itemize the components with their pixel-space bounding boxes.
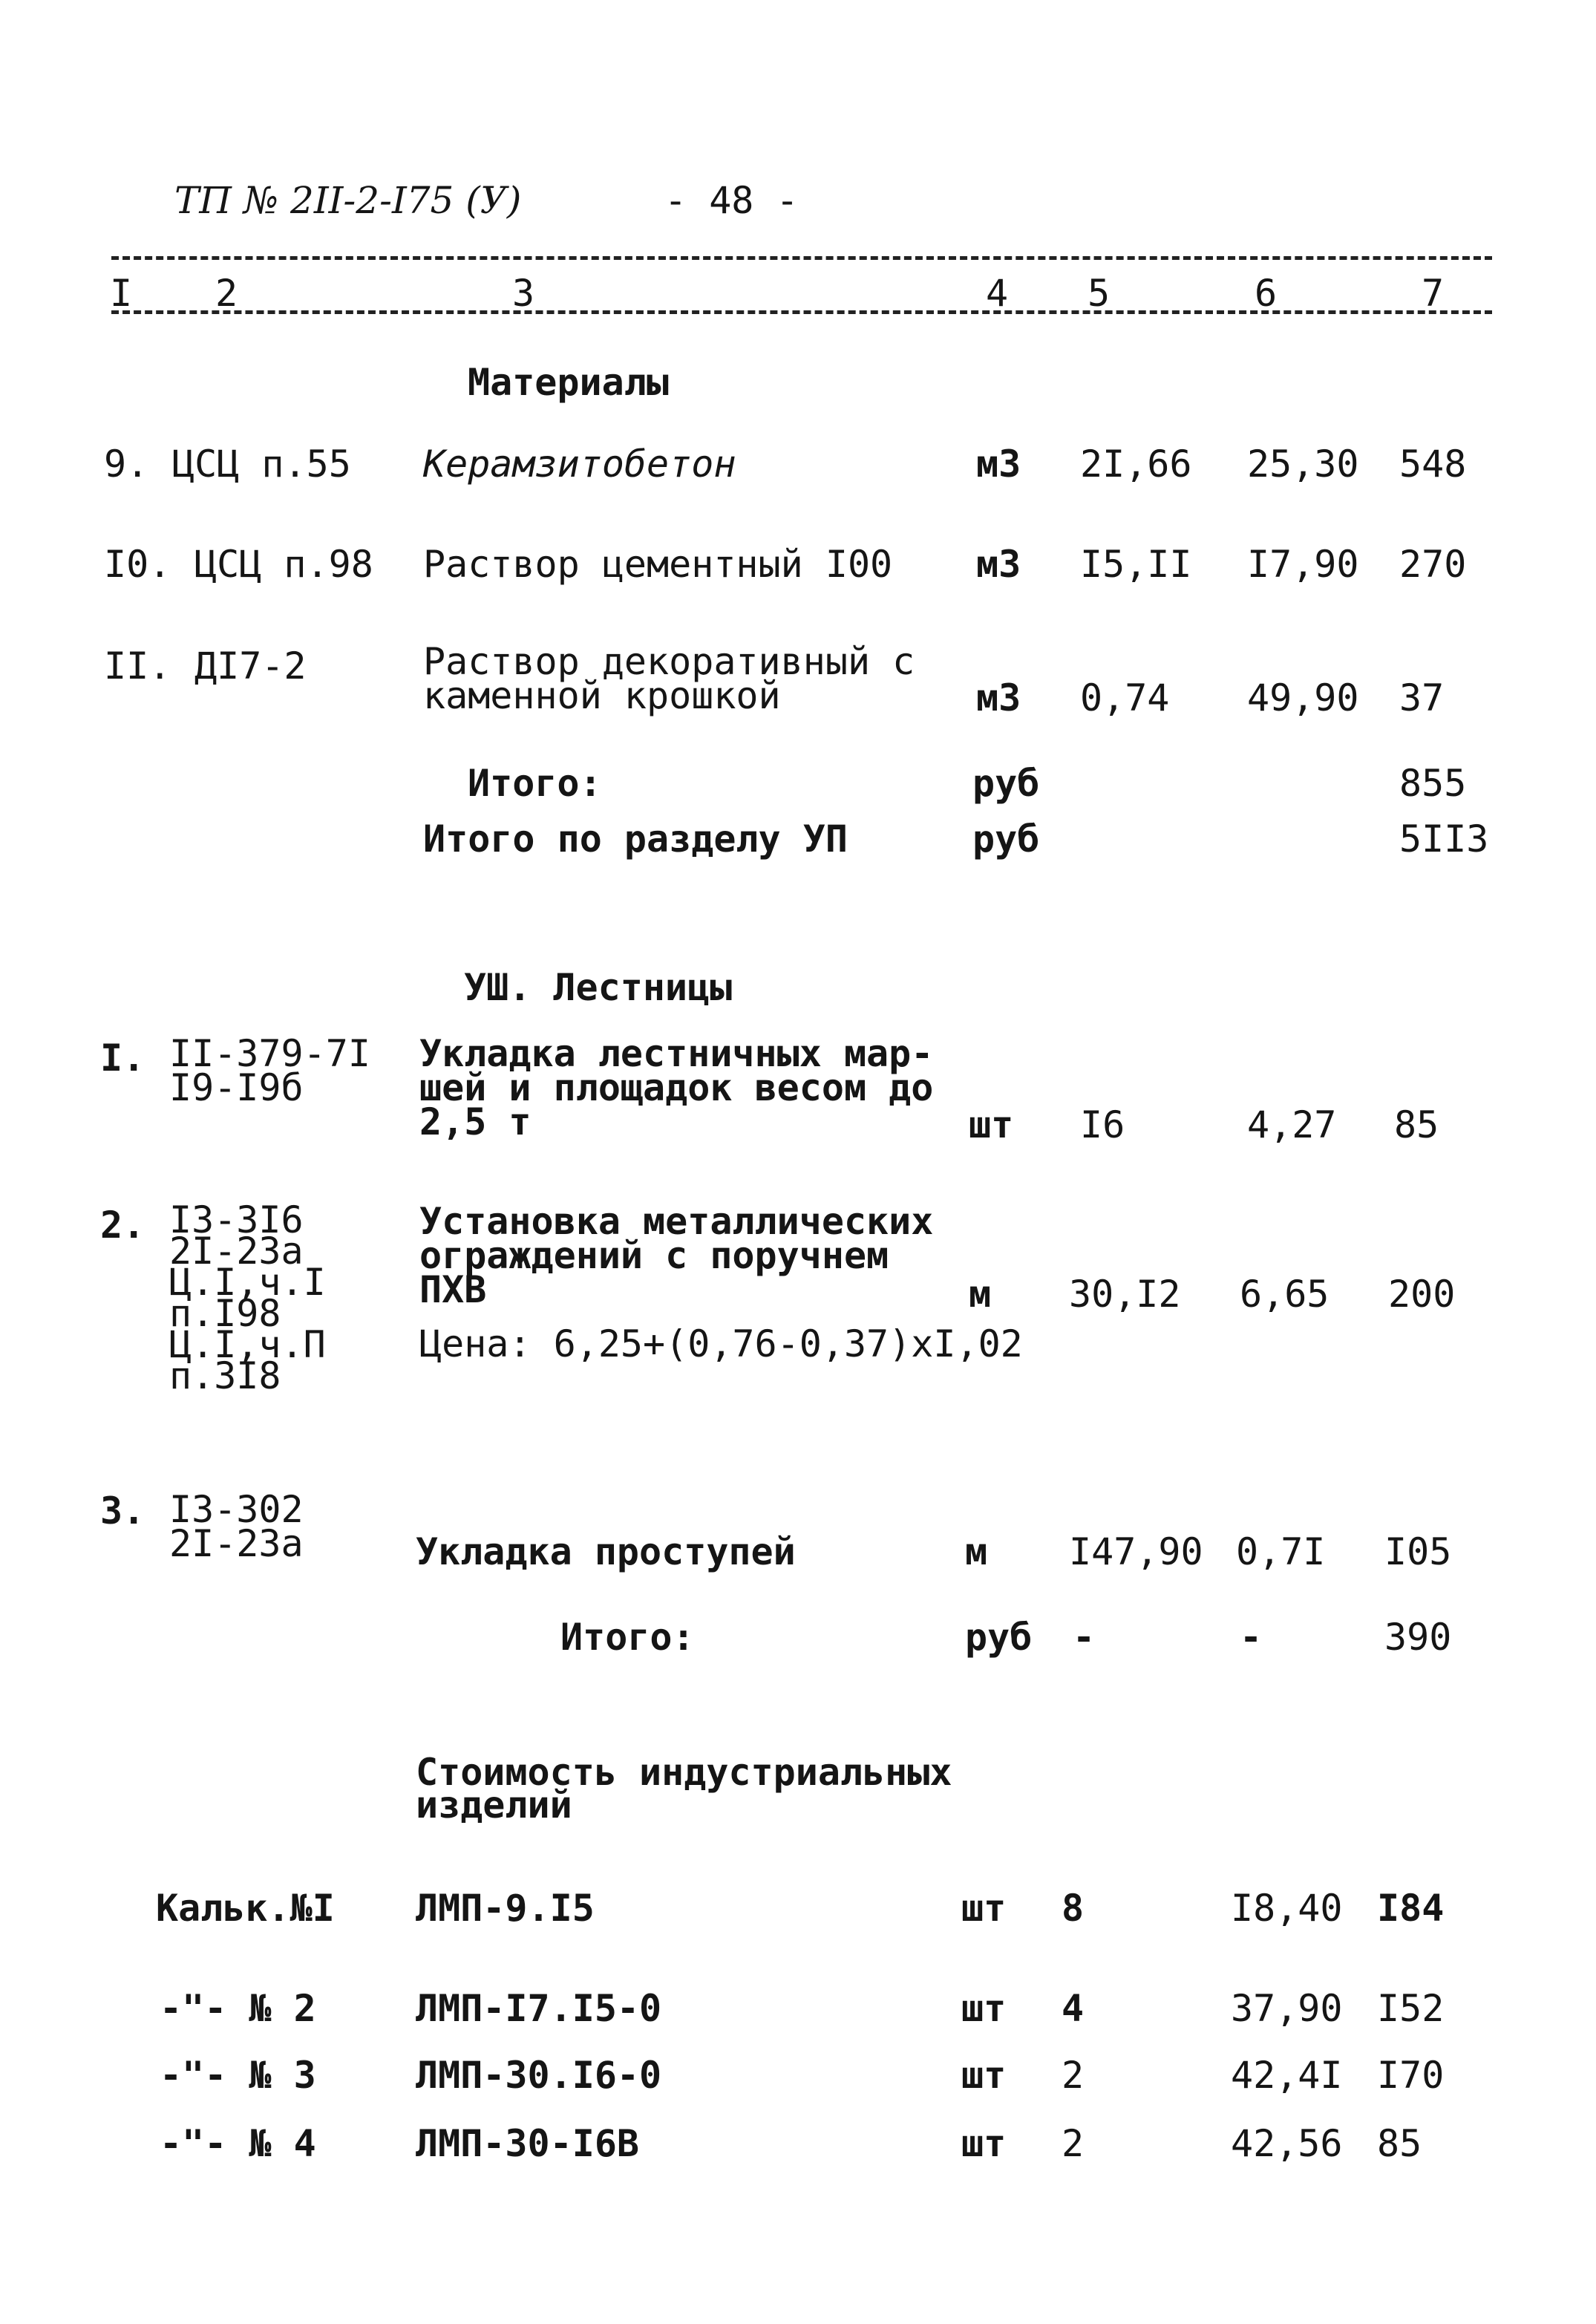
row-unit-price: 4,27 — [1247, 1103, 1337, 1146]
column-header-5: 5 — [1088, 272, 1111, 315]
row-quantity: I47,90 — [1069, 1530, 1203, 1573]
row-unit-price: 25,30 — [1247, 443, 1359, 486]
row-quantity: 2 — [1062, 2054, 1085, 2097]
row-reference: ЦСЦ п.55 — [172, 443, 351, 486]
row-total: 85 — [1377, 2122, 1422, 2165]
column-header-2: 2 — [215, 272, 238, 315]
row-description: ЛМП-9.I5 — [416, 1887, 595, 1930]
row-unit-price: 0,7I — [1236, 1530, 1326, 1573]
row-quantity: 30,I2 — [1069, 1273, 1181, 1316]
row-quantity: 8 — [1062, 1887, 1085, 1930]
section-title-industrial: Стоимость индустриальных изделий — [416, 1751, 952, 1827]
row-quantity: 4 — [1062, 1987, 1085, 2030]
row-reference: ДI7-2 — [194, 644, 307, 688]
row-description: ЛМП-I7.I5-0 — [416, 1987, 662, 2030]
row-unit: шт — [961, 1887, 1007, 1930]
header-top-rule — [111, 256, 1492, 260]
column-header-1: I — [110, 272, 133, 315]
row-description: ЛМП-30-I6В — [416, 2122, 640, 2165]
column-header-3: 3 — [512, 272, 535, 315]
row-total: I70 — [1377, 2054, 1445, 2097]
row-description: Укладка лестничных мар- шей и площадок весом до 2,5 т — [419, 1032, 934, 1143]
document-reference: ТП № 2II-2-I75 (У) — [174, 179, 522, 222]
row-total: I84 — [1377, 1887, 1445, 1930]
row-total: I05 — [1384, 1530, 1452, 1573]
row-quantity: 2I,66 — [1080, 443, 1192, 486]
row-quantity: 2 — [1062, 2122, 1085, 2165]
row-description: Раствор декоративный с каменной крошкой — [423, 640, 915, 717]
column-header-7: 7 — [1422, 272, 1445, 315]
subtotal-unit: руб — [972, 762, 1040, 805]
row-unit: м — [965, 1530, 988, 1573]
row-number: 9. — [104, 443, 149, 486]
row-unit: м — [969, 1273, 992, 1316]
row-description: ЛМП-30.I6-0 — [416, 2054, 662, 2097]
row-description: Установка металлических ограждений с поручнем ПХВ — [419, 1200, 934, 1311]
row-unit: шт — [969, 1103, 1014, 1146]
row-unit: м3 — [976, 443, 1021, 486]
subtotal-unit-price: - — [1240, 1616, 1263, 1659]
row-description: Керамзитобетон — [423, 443, 736, 486]
row-number: 3. — [100, 1489, 145, 1533]
row-reference: Кальк.№I — [156, 1887, 335, 1930]
row-total: 37 — [1399, 676, 1445, 719]
section-total-label: Итого по разделу УП — [423, 817, 848, 861]
row-reference: -"- № 4 — [160, 2122, 316, 2165]
subtotal-label: Итого: — [468, 762, 602, 805]
column-header-4: 4 — [986, 272, 1009, 315]
row-reference: -"- № 3 — [160, 2054, 316, 2097]
row-number: II. — [104, 644, 171, 688]
row-total: 85 — [1394, 1103, 1439, 1146]
row-number: I. — [100, 1037, 145, 1080]
row-number: 2. — [100, 1204, 145, 1247]
row-number: I0. — [104, 543, 171, 586]
subtotal-label: Итого: — [560, 1616, 695, 1659]
header-bottom-rule — [111, 310, 1492, 314]
row-reference: I3-302 2I-23а — [169, 1488, 304, 1565]
row-description: Раствор цементный I00 — [423, 543, 893, 586]
row-unit: шт — [961, 2054, 1007, 2097]
row-reference: II-379-7I I9-I9б — [169, 1032, 370, 1109]
row-reference: ЦСЦ п.98 — [194, 543, 373, 586]
row-reference: I3-3I6 2I-23а Ц.I,ч.I п.I98 Ц.I,ч.П п.3I8 — [169, 1198, 326, 1397]
row-total: 200 — [1388, 1273, 1456, 1316]
row-unit-price: 42,4I — [1231, 2054, 1343, 2097]
subtotal-quantity: - — [1073, 1616, 1096, 1659]
section-total-unit: руб — [972, 817, 1040, 861]
row-quantity: 0,74 — [1080, 676, 1170, 719]
row-total: 270 — [1399, 543, 1467, 586]
subtotal-unit: руб — [965, 1616, 1033, 1659]
row-unit-price: I8,40 — [1231, 1887, 1343, 1930]
row-unit: шт — [961, 1987, 1007, 2030]
row-quantity: I5,II — [1080, 543, 1192, 586]
price-formula-note: Цена: 6,25+(0,76-0,37)хI,02 — [419, 1322, 1023, 1365]
subtotal-total: 390 — [1384, 1616, 1452, 1659]
row-total: 548 — [1399, 443, 1467, 486]
row-unit-price: 6,65 — [1240, 1273, 1330, 1316]
row-unit-price: 42,56 — [1231, 2122, 1343, 2165]
row-unit: м3 — [976, 543, 1021, 586]
row-description: Укладка проступей — [416, 1530, 796, 1573]
section-total-value: 5II3 — [1399, 817, 1489, 861]
row-unit-price: 49,90 — [1247, 676, 1359, 719]
row-unit: шт — [961, 2122, 1007, 2165]
row-unit-price: 37,90 — [1231, 1987, 1343, 2030]
row-reference: -"- № 2 — [160, 1987, 316, 2030]
section-title-stairs: УШ. Лестницы — [464, 966, 733, 1009]
row-unit-price: I7,90 — [1247, 543, 1359, 586]
row-total: I52 — [1377, 1987, 1445, 2030]
subtotal-total: 855 — [1399, 762, 1467, 805]
section-title-materials: Материалы — [468, 361, 669, 404]
column-header-6: 6 — [1255, 272, 1278, 315]
page-number: - 48 - — [664, 179, 799, 222]
row-unit: м3 — [976, 676, 1021, 719]
row-quantity: I6 — [1080, 1103, 1125, 1146]
